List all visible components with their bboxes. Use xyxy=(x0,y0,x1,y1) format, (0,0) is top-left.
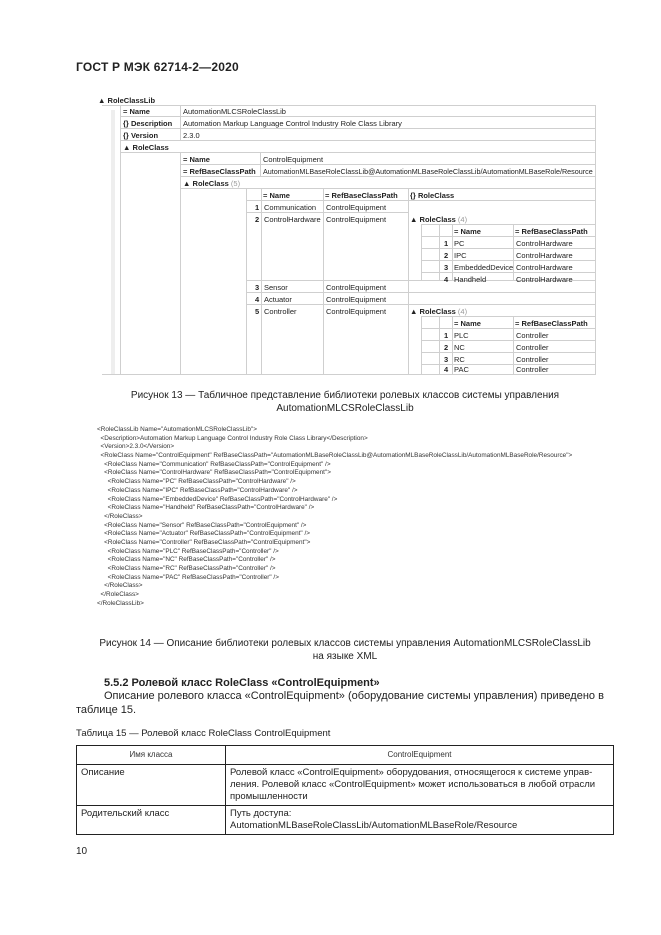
version-value: 2.3.0 xyxy=(183,131,200,140)
sub1-label: RoleClass xyxy=(419,215,456,224)
version-label: Version xyxy=(130,131,159,140)
row-name: Controller xyxy=(264,307,297,316)
parent-line: Путь доступа: xyxy=(230,808,292,819)
inner-roleclass-label: RoleClass xyxy=(192,179,229,188)
equals-icon: = xyxy=(454,319,459,328)
row-name: NC xyxy=(454,343,465,352)
equals-icon: = xyxy=(263,191,268,200)
xml-line: <RoleClass Name="RC" RefBaseClassPath="Controller" /> xyxy=(97,565,276,572)
row-number: 4 xyxy=(444,365,449,374)
row-ref: ControlEquipment xyxy=(326,203,387,212)
row-ref: ControlEquipment xyxy=(326,295,387,304)
row-name: RC xyxy=(454,355,465,364)
xml-line: <RoleClass Name="Sensor" RefBaseClassPath="ControlEquipment" /> xyxy=(97,521,307,529)
figure14-caption-line1: Рисунок 14 — Описание библиотеки ролевых классов системы управления AutomationMLCSRoleClassLib xyxy=(99,638,591,649)
xml-line: </RoleClass> xyxy=(97,582,143,590)
description-line: ления. Ролевой класс «ControlEquipment» может использоваться в любой отрасли xyxy=(230,779,596,790)
xml-line: <RoleClass Name="Actuator" RefBaseClassPath="ControlEquipment" /> xyxy=(97,530,310,538)
header-class-value: ControlEquipment xyxy=(226,746,614,765)
sub2-label: RoleClass xyxy=(419,307,456,316)
description-line: Ролевой класс «ControlEquipment» оборудования, относящегося к системе управ- xyxy=(230,767,593,778)
equals-icon: = xyxy=(515,319,520,328)
table15-caption: Таблица 15 — Ролевой класс RoleClass ControlEquipment xyxy=(76,728,331,739)
braces-icon: {} xyxy=(123,131,129,140)
xml-line: <RoleClass Name="EmbeddedDevice" RefBaseClassPath="ControlHardware" /> xyxy=(97,495,338,503)
roleclasslib-label: RoleClassLib xyxy=(107,96,156,105)
name-label: Name xyxy=(129,107,150,116)
collapse-triangle-icon[interactable]: ▲ xyxy=(183,179,191,188)
table15 xyxy=(76,745,614,835)
col-header-name: Name xyxy=(269,191,290,200)
sub2-header-ref: RefBaseClassPath xyxy=(521,319,588,328)
xml-line: <RoleClass Name="Handheld" RefBaseClassPath="ControlHardware" /> xyxy=(97,504,315,512)
figure14-caption xyxy=(76,637,614,663)
equals-icon: = xyxy=(325,191,330,200)
sub1-count: (4) xyxy=(457,215,468,224)
roleclass-label: RoleClass xyxy=(132,143,169,152)
inner-name-value: ControlEquipment xyxy=(263,155,324,164)
row-ref: Controller xyxy=(516,343,549,352)
inner-name-label: Name xyxy=(189,155,210,164)
xml-line: </RoleClass> xyxy=(97,512,143,520)
row-label-parent: Родительский класс xyxy=(77,806,226,835)
xml-line: </RoleClassLib> xyxy=(97,599,144,607)
xml-line: <RoleClass Name="ControlEquipment" RefBaseClassPath="AutomationMLBaseRoleClassLib@AutomationMLBaseRoleClassLib/AutomationMLBaseRole/Resource"> xyxy=(97,452,573,460)
row-ref: ControlHardware xyxy=(516,263,573,272)
col-header-ref: RefBaseClassPath xyxy=(331,191,398,200)
row-ref: ControlHardware xyxy=(516,251,573,260)
row-name: PC xyxy=(454,239,465,248)
xml-line: <RoleClass Name="NC" RefBaseClassPath="Controller" /> xyxy=(97,556,276,564)
description-line: промышленности xyxy=(230,791,308,802)
row-name: EmbeddedDevice xyxy=(454,263,514,272)
row-number: 1 xyxy=(444,239,449,248)
row-name: Handheld xyxy=(454,275,487,284)
equals-icon: = xyxy=(123,107,128,116)
inner-roleclass-count: (5) xyxy=(230,179,241,188)
row-label-description: Описание xyxy=(77,765,226,806)
row-number: 1 xyxy=(444,331,449,340)
row-value-description xyxy=(226,765,614,806)
equals-icon: = xyxy=(183,155,188,164)
row-ref: Controller xyxy=(516,355,549,364)
xml-line: <RoleClass Name="IPC" RefBaseClassPath="ControlHardware" /> xyxy=(97,486,298,494)
equals-icon: = xyxy=(183,167,188,176)
xml-line: <RoleClassLib Name="AutomationMLCSRoleClassLib"> xyxy=(97,426,257,433)
collapse-triangle-icon[interactable]: ▲ xyxy=(98,96,106,105)
row-number: 2 xyxy=(255,215,260,224)
row-number: 3 xyxy=(444,355,449,364)
xml-line: <RoleClass Name="PAC" RefBaseClassPath="Controller" /> xyxy=(97,573,279,581)
section-heading: 5.5.2 Ролевой класс RoleClass «ControlEquipment» xyxy=(104,677,380,689)
row-number: 2 xyxy=(444,251,449,260)
equals-icon: = xyxy=(515,227,520,236)
sub2-count: (4) xyxy=(457,307,468,316)
row-name: PLC xyxy=(454,331,469,340)
document-header: ГОСТ Р МЭК 62714-2—2020 xyxy=(76,60,239,74)
row-number: 3 xyxy=(444,263,449,272)
row-ref: ControlHardware xyxy=(516,239,573,248)
page-number: 10 xyxy=(76,846,88,857)
table-header-row xyxy=(77,746,614,765)
section-para-line1: Описание ролевого класса «ControlEquipment» (оборудование системы управления) приведено в xyxy=(104,690,604,702)
figure13-caption-line2: AutomationMLCSRoleClassLib xyxy=(276,403,414,414)
row-number: 5 xyxy=(255,307,260,316)
figure14-caption-line2: на языке XML xyxy=(312,651,378,662)
xml-line: <RoleClass Name="Controller" RefBaseClassPath="ControlEquipment"> xyxy=(97,538,311,546)
sub1-header-name: Name xyxy=(460,227,481,236)
figure13-caption-line1: Рисунок 13 — Табличное представление библиотеки ролевых классов системы управления xyxy=(130,390,560,401)
collapse-triangle-icon[interactable]: ▲ xyxy=(123,143,131,152)
row-name: Actuator xyxy=(264,295,292,304)
name-value: AutomationMLCSRoleClassLib xyxy=(183,107,286,116)
braces-icon: {} xyxy=(410,191,416,200)
row-ref: ControlEquipment xyxy=(326,307,387,316)
row-name: PAC xyxy=(454,365,469,374)
description-label: Description xyxy=(130,119,173,128)
xml-line: <RoleClass Name="ControlHardware" RefBaseClassPath="ControlEquipment"> xyxy=(97,469,331,477)
row-ref: Controller xyxy=(516,365,549,374)
sub1-header-ref: RefBaseClassPath xyxy=(521,227,588,236)
sub2-header-name: Name xyxy=(460,319,481,328)
row-ref: Controller xyxy=(516,331,549,340)
figure13-caption xyxy=(76,389,614,415)
row-value-parent xyxy=(226,806,614,835)
row-name: Sensor xyxy=(264,283,288,292)
collapse-triangle-icon[interactable]: ▲ xyxy=(410,215,418,224)
section-para-line2: таблице 15. xyxy=(76,704,137,716)
row-number: 4 xyxy=(255,295,260,304)
row-number: 1 xyxy=(255,203,260,212)
row-name: IPC xyxy=(454,251,467,260)
equals-icon: = xyxy=(454,227,459,236)
xml-listing xyxy=(97,426,572,608)
xml-line: </RoleClass> xyxy=(97,591,139,599)
row-name: ControlHardware xyxy=(264,215,321,224)
xml-line: <Description>Automation Markup Language Control Industry Role Class Library</Description> xyxy=(97,434,368,442)
braces-icon: {} xyxy=(123,119,129,128)
row-ref: ControlEquipment xyxy=(326,283,387,292)
row-ref: ControlEquipment xyxy=(326,215,387,224)
col-header-roleclass: RoleClass xyxy=(417,191,455,200)
inner-ref-label: RefBaseClassPath xyxy=(189,167,256,176)
xml-line: <RoleClass Name="PLC" RefBaseClassPath="Controller" /> xyxy=(97,547,279,555)
collapse-triangle-icon[interactable]: ▲ xyxy=(410,307,418,316)
row-ref: ControlHardware xyxy=(516,275,573,284)
xml-line: <Version>2.3.0</Version> xyxy=(97,443,175,451)
description-value: Automation Markup Language Control Industry Role Class Library xyxy=(183,119,402,128)
row-number: 4 xyxy=(444,275,449,284)
table-row xyxy=(77,806,614,835)
xml-line: <RoleClass Name="PC" RefBaseClassPath="ControlHardware" /> xyxy=(97,478,296,486)
row-name: Communication xyxy=(264,203,317,212)
row-number: 2 xyxy=(444,343,449,352)
parent-line: AutomationMLBaseRoleClassLib/AutomationMLBaseRole/Resource xyxy=(230,820,518,831)
xml-line: <RoleClass Name="Communication" RefBaseClassPath="ControlEquipment" /> xyxy=(97,460,331,468)
roleclass-table-figure xyxy=(96,96,596,375)
inner-ref-value: AutomationMLBaseRoleClassLib@AutomationMLBaseRoleClassLib/AutomationMLBaseRole/Resource xyxy=(263,167,593,176)
header-class-name: Имя класса xyxy=(77,746,226,765)
row-number: 3 xyxy=(255,283,260,292)
table-row xyxy=(77,765,614,806)
